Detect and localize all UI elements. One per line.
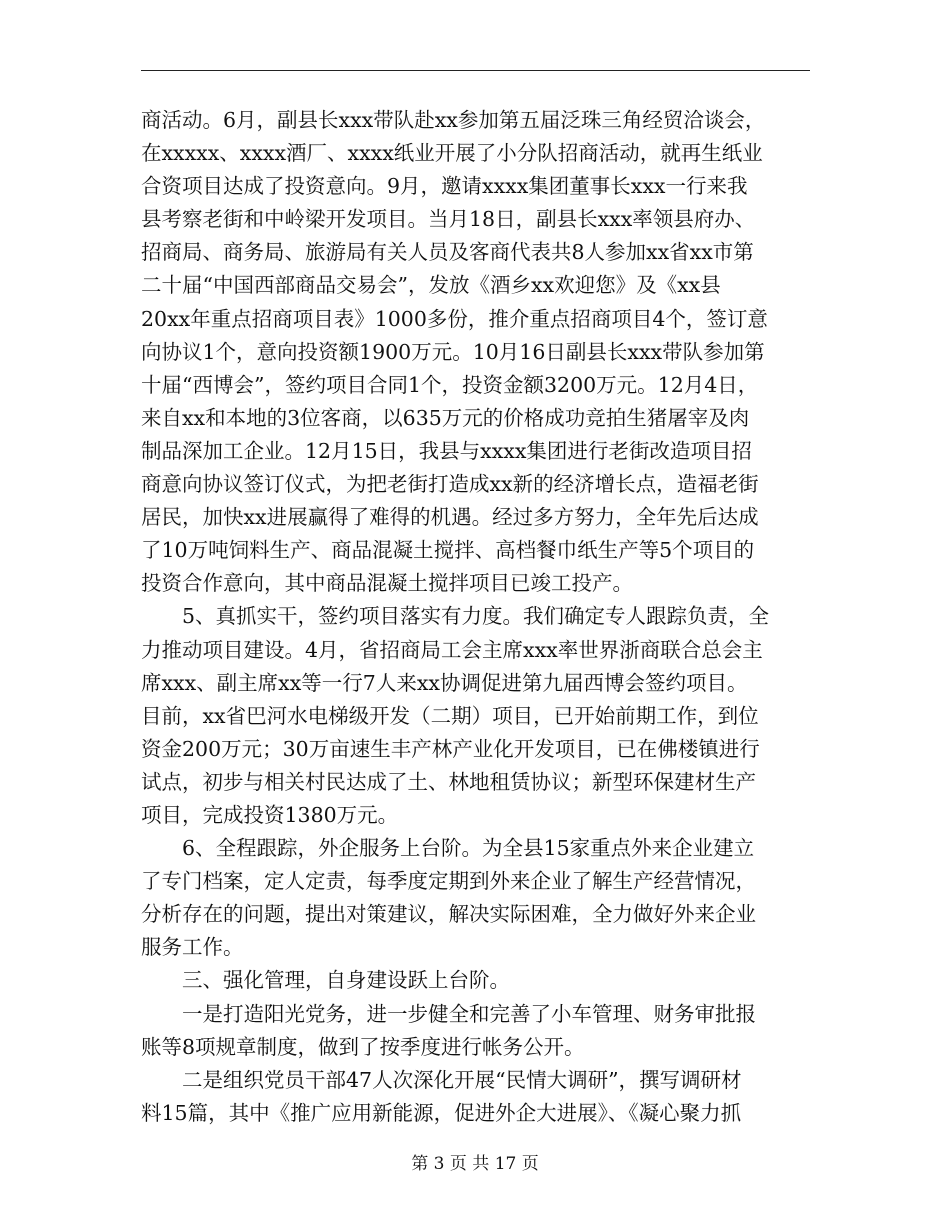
text-line: 十届“西博会”，签约项目合同1个，投资金额3200万元。12月4日， [141, 372, 759, 397]
text-line: 20xx年重点招商项目表》1000多份，推介重点招商项目4个，签订意 [141, 306, 768, 331]
text-line: 投资合作意向，其中商品混凝土搅拌项目已竣工投产。 [141, 571, 633, 596]
section-heading: 三、强化管理，自身建设跃上台阶。 [182, 968, 510, 993]
text-line: 二十届“中国西部商品交易会”，发放《酒乡xx欢迎您》及《xx县 [141, 273, 721, 298]
header-rule [141, 70, 810, 71]
text-line: 试点，初步与相关村民达成了土、林地租赁协议；新型环保建材生产 [141, 769, 756, 794]
text-line: 分析存在的问题，提出对策建议，解决实际困难，全力做好外来企业 [141, 902, 756, 927]
text-line: 居民，加快xx进展赢得了难得的机遇。经过多方努力，全年先后达成 [141, 505, 759, 530]
text-line: 力推动项目建设。4月，省招商局工会主席xxx率世界浙商联合总会主 [141, 637, 763, 662]
text-line: 招商局、商务局、旅游局有关人员及客商代表共8人参加xx省xx市第 [141, 240, 754, 265]
text-line: 来自xx和本地的3位客商，以635万元的价格成功竞拍生猪屠宰及肉 [141, 405, 750, 430]
text-line: 料15篇，其中《推广应用新能源，促进外企大进展》、《凝心聚力抓 [141, 1100, 742, 1125]
text-line: 席xxx、副主席xx等一行7人来xx协调促进第九届西博会签约项目。 [141, 670, 748, 695]
text-line: 商意向协议签订仪式，为把老街打造成xx新的经济增长点，造福老街 [141, 472, 759, 497]
page-number-footer: 第 3 页 共 17 页 [411, 1154, 539, 1174]
text-line: 了10万吨饲料生产、商品混凝土搅拌、高档餐巾纸生产等5个项目的 [141, 538, 755, 563]
paragraph-start-line: 一是打造阳光党务，进一步健全和完善了小车管理、财务审批报 [182, 1001, 756, 1026]
text-line: 商活动。6月，副县长xxx带队赴xx参加第五届泛珠三角经贸洽谈会， [141, 108, 766, 132]
text-line: 账等8项规章制度，做到了按季度进行帐务公开。 [141, 1034, 585, 1059]
text-line: 向协议1个，意向投资额1900万元。10月16日副县长xxx带队参加第 [141, 339, 765, 364]
text-line: 目前，xx省巴河水电梯级开发（二期）项目，已开始前期工作，到位 [141, 703, 759, 728]
text-line: 了专门档案，定人定责，每季度定期到外来企业了解生产经营情况， [141, 869, 756, 894]
text-line: 县考察老街和中岭梁开发项目。当月18日，副县长xxx率领县府办、 [141, 207, 756, 232]
document-body [141, 104, 810, 1130]
paragraph-start-line: 6、全程跟踪，外企服务上台阶。为全县15家重点外来企业建立 [182, 836, 755, 861]
text-line: 合资项目达成了投资意向。9月，邀请xxxx集团董事长xxx一行来我 [141, 174, 748, 199]
text-line: 在xxxxx、xxxx酒厂、xxxx纸业开展了小分队招商活动，就再生纸业 [141, 141, 763, 166]
text-line: 项目，完成投资1380万元。 [141, 802, 399, 827]
text-line: 制品深加工企业。12月15日，我县与xxxx集团进行老街改造项目招 [141, 438, 752, 463]
paragraph-start-line: 二是组织党员干部47人次深化开展“民情大调研”，撰写调研材 [182, 1067, 742, 1092]
text-line: 服务工作。 [141, 935, 244, 960]
paragraph-start-line: 5、真抓实干，签约项目落实有力度。我们确定专人跟踪负责，全 [182, 604, 770, 629]
text-line: 资金200万元；30万亩速生丰产林产业化开发项目，已在佛楼镇进行 [141, 736, 760, 761]
